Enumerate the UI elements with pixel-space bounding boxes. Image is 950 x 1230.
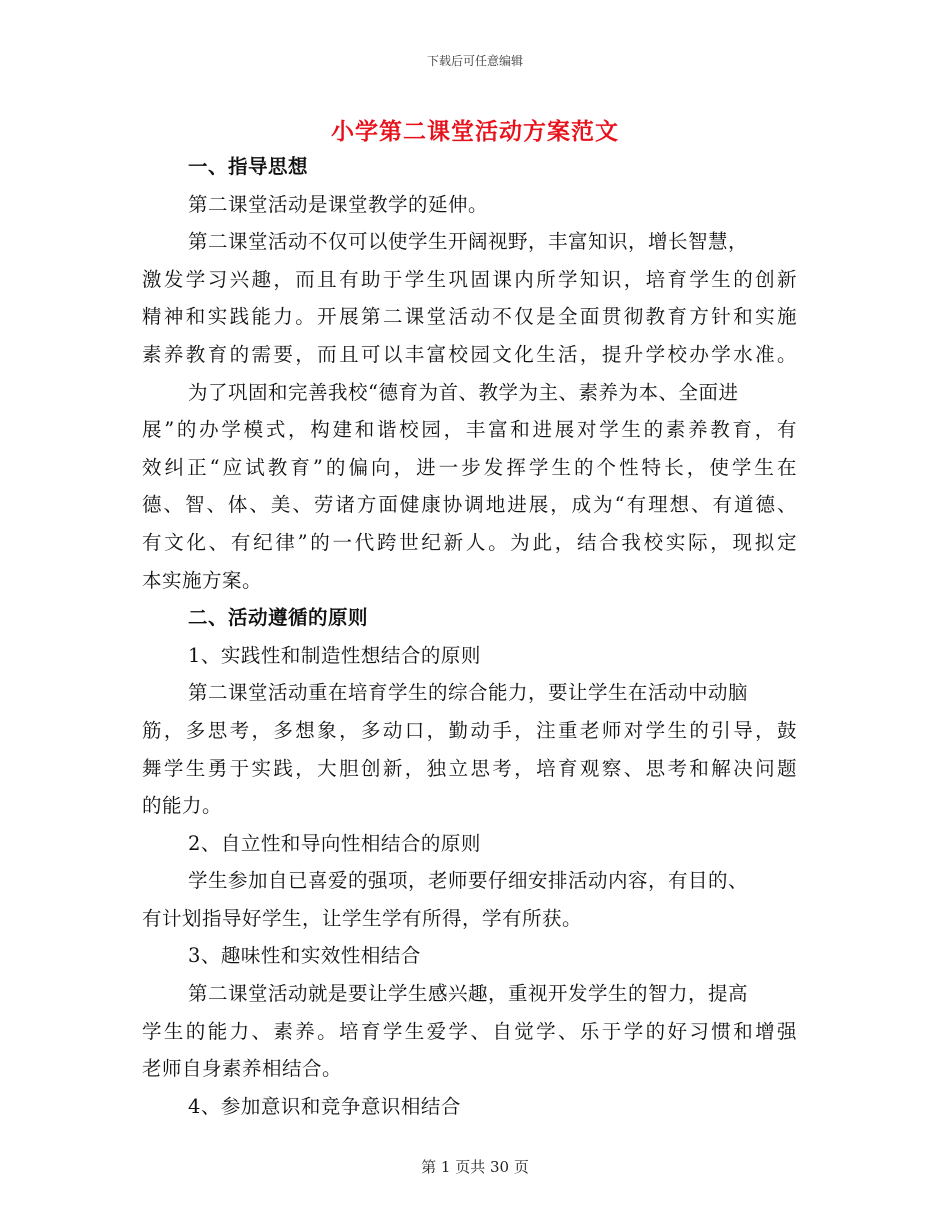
- paragraph-line: 展”的办学模式，构建和谐校园，丰富和进展对学生的素养教育，有: [142, 418, 797, 442]
- paragraph-line: 1、实践性和制造性想结合的原则: [188, 643, 481, 667]
- page-indicator: 第 1 页共 30 页: [421, 1158, 529, 1176]
- paragraph-line: 有文化、有纪律”的一代跨世纪新人。为此，结合我校实际，现拟定: [142, 530, 797, 554]
- document-body: [142, 148, 797, 1125]
- header-note: 下载后可任意编辑: [426, 54, 523, 68]
- document-title: 小学第二课堂活动方案范文: [331, 118, 619, 145]
- paragraph-line: 为了巩固和完善我校“德育为首、教学为主、素养为本、全面进: [188, 380, 739, 404]
- section-heading: 二、活动遵循的原则: [188, 606, 369, 630]
- paragraph-line: 第二课堂活动就是要让学生感兴趣，重视开发学生的智力，提高: [188, 982, 749, 1006]
- paragraph-line: 有计划指导好学生，让学生学有所得，学有所获。: [142, 906, 583, 930]
- section-heading: 一、指导思想: [188, 155, 309, 178]
- paragraph-line: 本实施方案。: [142, 568, 263, 592]
- paragraph-line: 舞学生勇于实践，大胆创新，独立思考，培育观察、思考和解决问题: [142, 756, 797, 780]
- paragraph-line: 3、趣味性和实效性相结合: [188, 944, 421, 968]
- paragraph-line: 德、智、体、美、劳诸方面健康协调地进展，成为“有理想、有道德、: [142, 493, 797, 517]
- paragraph-line: 精神和实践能力。开展第二课堂活动不仅是全面贯彻教育方针和实施: [142, 305, 797, 329]
- paragraph-line: 效纠正“应试教育”的偏向，进一步发挥学生的个性特长，使学生在: [142, 455, 797, 479]
- paragraph-line: 的能力。: [142, 794, 223, 818]
- paragraph-line: 素养教育的需要，而且可以丰富校园文化生活，提升学校办学水准。: [142, 342, 797, 366]
- paragraph-line: 4、参加意识和竞争意识相结合: [188, 1094, 461, 1118]
- paragraph-line: 筋，多思考，多想象，多动口，勤动手，注重老师对学生的引导，鼓: [142, 718, 797, 742]
- paragraph-line: 第二课堂活动是课堂教学的延伸。: [188, 192, 489, 216]
- paragraph-line: 学生参加自已喜爱的强项，老师要仔细安排活动内容，有目的、: [188, 869, 749, 893]
- paragraph-line: 老师自身素养相结合。: [142, 1057, 343, 1081]
- paragraph-line: 2、自立性和导向性相结合的原则: [188, 831, 481, 855]
- paragraph-line: 第二课堂活动不仅可以使学生开阔视野，丰富知识，增长智慧，: [188, 230, 749, 254]
- paragraph-line: 学生的能力、素养。培育学生爱学、自觉学、乐于学的好习惯和增强: [142, 1019, 797, 1043]
- paragraph-line: 第二课堂活动重在培育学生的综合能力，要让学生在活动中动脑: [188, 681, 749, 705]
- paragraph-line: 激发学习兴趣，而且有助于学生巩固课内所学知识，培育学生的创新: [142, 267, 797, 291]
